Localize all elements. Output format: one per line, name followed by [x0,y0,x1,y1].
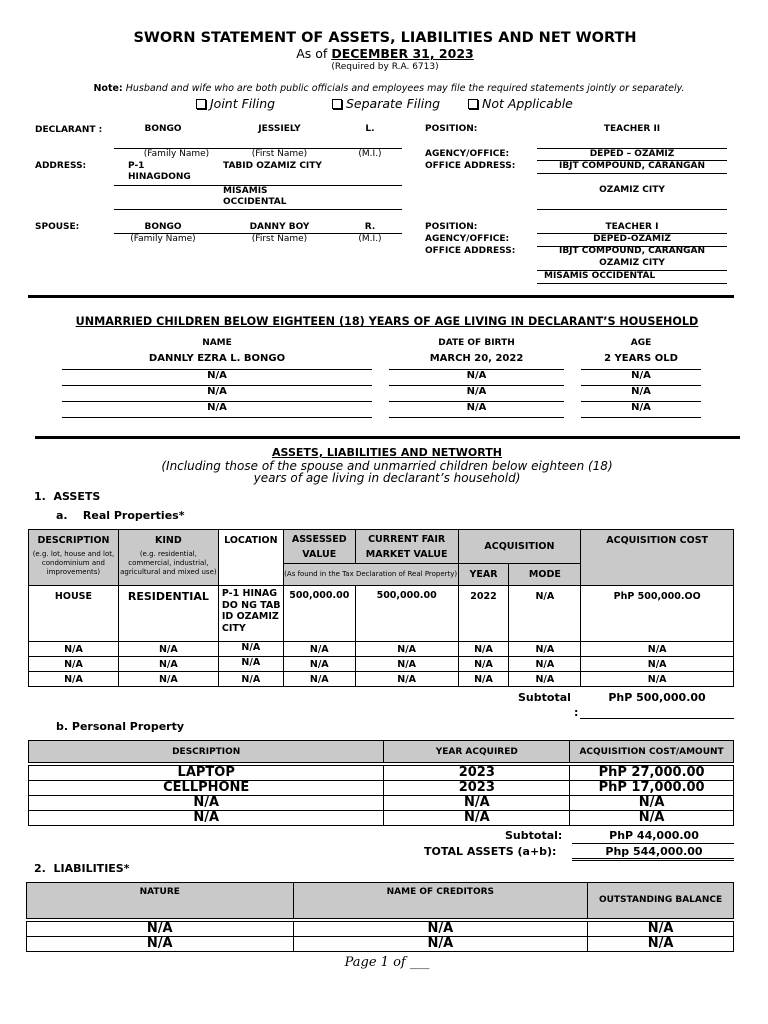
cell: N/A [581,657,734,672]
spouse-mi-caption: (M.I.) [358,234,382,244]
cell: N/A [29,657,119,672]
creditors-header: NAME OF CREDITORS [293,883,588,919]
spouse-office-3: MISAMIS OCCIDENTAL [544,271,656,281]
aln-subtitle-2: years of age living in declarant’s household) [253,471,521,485]
child-name: N/A [207,402,227,413]
address-line-5: OCCIDENTAL [223,197,287,207]
liabilities-heading: 2. LIABILITIES* [34,862,130,875]
cell: N/A [218,672,283,687]
cell: N/A [29,811,384,826]
agency-label: AGENCY/OFFICE: [425,149,510,159]
cell: N/A [509,642,581,657]
separate-filing-label: Separate Filing [346,96,441,111]
nature-header: NATURE [27,883,294,919]
location-header: LOCATION [218,530,283,586]
declarant-first-caption: (First Name) [251,149,308,159]
cell: N/A [293,922,588,937]
desc-header: DESCRIPTION (e.g. lot, house and lot, condominium and improvements) [29,530,119,586]
page-footer: Page 1 of ___ [344,955,430,970]
children-age-header: AGE [630,338,652,348]
spouse-position-label: POSITION: [425,222,478,232]
declarant-label: DECLARANT : [35,125,103,135]
declarant-first-name: JESSIELY [258,124,301,134]
kind-header-sub: (e.g. residential, commercial, industrial, agricultural and mixed use) [120,550,217,576]
spouse-mi: R. [364,222,376,232]
cell: 500,000.00 [283,586,355,642]
child-name: DANNLY EZRA L. BONGO [148,353,286,364]
children-name-header: NAME [202,338,232,348]
note [0,83,768,94]
address-line-2: HINAGDONG [128,172,191,182]
pp-year-header: YEAR ACQUIRED [384,741,570,763]
liabilities-table [26,882,734,952]
section-divider [35,436,740,439]
cell: N/A [283,672,355,687]
cell: LAPTOP [29,766,384,781]
checkbox-icon[interactable] [468,99,478,109]
cell: N/A [118,672,218,687]
declarant-family-caption: (Family Name) [143,149,210,159]
children-title: UNMARRIED CHILDREN BELOW EIGHTEEN (18) YEARS OF AGE LIVING IN DECLARANT’S HOUSEHOLD [75,315,699,328]
total-assets-label: TOTAL ASSETS (a+b): [424,845,557,858]
children-dob-header: DATE OF BIRTH [438,338,515,348]
cell: 2022 [458,586,509,642]
cell: PhP 27,000.00 [570,766,734,781]
declarant-position: TEACHER II [603,124,661,134]
cell: HOUSE [29,586,119,642]
declarant-mi-caption: (M.I.) [358,149,382,159]
address-line-3: TABID OZAMIZ CITY [223,161,322,171]
cell: 500,000.00 [355,586,458,642]
required-law: (Required by R.A. 6713) [331,62,439,72]
checkbox-icon[interactable] [332,99,342,109]
cell: N/A [355,657,458,672]
assets-heading: 1. ASSETS [34,490,101,503]
spouse-agency: DEPED-OZAMIZ [593,234,671,244]
separate-filing-option[interactable] [332,96,440,111]
cell: N/A [27,922,294,937]
acquisition-header: ACQUISITION [458,530,581,564]
spouse-position: TEACHER I [605,222,659,232]
table-row [29,642,734,657]
child-dob: MARCH 20, 2022 [429,353,524,364]
cell: PhP 17,000.00 [570,781,734,796]
cell: RESIDENTIAL [118,586,218,642]
spouse-office-label: OFFICE ADDRESS: [425,246,516,256]
cell: N/A [283,657,355,672]
checkbox-icon[interactable] [196,99,206,109]
cell: N/A [509,672,581,687]
child-age: N/A [631,402,651,413]
table-row [27,922,734,937]
pp-subtotal-value: PhP 44,000.00 [609,829,699,842]
real-subtotal-label: Subtotal [518,691,571,704]
note-text: Husband and wife who are both public officials and employees may file the required statements jointly or separately. [125,83,685,94]
cell: N/A [458,642,509,657]
balance-header: OUTSTANDING BALANCE [588,883,734,919]
cell: N/A [458,657,509,672]
pp-cost-header: ACQUISITION COST/AMOUNT [570,741,734,763]
address-line-1: P-1 [128,161,145,171]
table-row [27,937,734,952]
year-header: YEAR [458,564,509,586]
declarant-family-name: BONGO [144,124,182,134]
real-subtotal-colon: : [574,706,579,719]
office-address-label: OFFICE ADDRESS: [425,161,516,171]
declarant-office-1: IBJT COMPOUND, CARANGAN [558,161,706,171]
cell: N/A [29,642,119,657]
cell: N/A [218,657,283,672]
child-dob: N/A [466,402,487,413]
cell: N/A [581,642,734,657]
child-age: N/A [631,370,651,381]
table-row [29,586,734,642]
child-dob: N/A [466,370,487,381]
spouse-first-name: DANNY BOY [249,222,310,232]
real-subtotal-value: PhP 500,000.00 [608,691,706,704]
as-of-date: DECEMBER 31, 2023 [331,46,474,61]
cell: N/A [118,642,218,657]
table-row [29,811,734,826]
spouse-office-1: IBJT COMPOUND, CARANGAN [558,246,706,256]
mode-header: MODE [509,564,581,586]
personal-property-table [28,740,734,826]
child-dob: N/A [466,386,487,397]
address-label: ADDRESS: [35,161,87,171]
spouse-office-2: OZAMIZ CITY [599,258,665,268]
total-assets-value: Php 544,000.00 [605,845,703,858]
cell: CELLPHONE [29,781,384,796]
aln-title: ASSETS, LIABILITIES AND NETWORTH [272,446,502,459]
cell: N/A [588,937,734,952]
cell: N/A [384,811,570,826]
pp-subtotal-label: Subtotal: [505,829,563,842]
table-row [29,781,734,796]
spouse-family-name: BONGO [144,222,182,232]
assessed-header: ASSESSED VALUE [283,530,355,564]
personal-property-heading: b. Personal Property [56,720,185,733]
child-name: N/A [207,370,227,381]
section-divider [28,295,734,298]
not-applicable-label: Not Applicable [482,96,573,111]
cell: N/A [384,796,570,811]
address-line-4: MISAMIS [223,186,268,196]
joint-filing-option[interactable] [196,96,275,111]
desc-header-sub: (e.g. lot, house and lot, condominium and improvements) [32,550,115,576]
joint-filing-label: Joint Filing [210,96,276,111]
as-of-line [0,46,768,61]
cell: PhP 500,000.OO [581,586,734,642]
table-row [29,672,734,687]
cell: N/A [218,642,283,657]
table-row [29,657,734,672]
table-row [29,766,734,781]
child-age: N/A [631,386,651,397]
table-row [29,796,734,811]
kind-header: KIND (e.g. residential, commercial, industrial, agricultural and mixed use) [118,530,218,586]
real-properties-table [28,529,734,687]
cell: 2023 [384,766,570,781]
child-name: N/A [207,386,227,397]
cell: 2023 [384,781,570,796]
spouse-first-caption: (First Name) [251,234,308,244]
child-age: 2 YEARS OLD [604,353,678,364]
cell: N/A [355,642,458,657]
real-properties-heading: a. Real Properties* [56,509,185,522]
cell: N/A [355,672,458,687]
as-of-label: As of [296,46,328,61]
cell: N/A [293,937,588,952]
acq-cost-header: ACQUISITION COST [581,530,734,586]
declarant-office-2: OZAMIZ CITY [599,185,665,195]
cell: N/A [458,672,509,687]
pp-desc-header: DESCRIPTION [29,741,384,763]
cell: N/A [570,811,734,826]
document-title: SWORN STATEMENT OF ASSETS, LIABILITIES AND NET WORTH [133,30,637,46]
not-applicable-option[interactable] [468,96,573,111]
note-label: Note: [93,83,123,94]
cell: N/A [509,657,581,672]
cell: N/A [27,937,294,952]
cell: N/A [29,672,119,687]
cell: N/A [29,796,384,811]
declarant-mi: L. [365,124,375,134]
spouse-agency-label: AGENCY/OFFICE: [425,234,510,244]
tax-declaration-note: (As found in the Tax Declaration of Real Property) [283,564,458,586]
aln-subtitle-1: (Including those of the spouse and unmarried children below eighteen (18) [161,459,613,473]
cell: P-1 HINAGDO NG TABID OZAMIZ CITY [218,586,283,642]
cell: N/A [509,586,581,642]
cell: N/A [283,642,355,657]
spouse-family-caption: (Family Name) [130,234,196,244]
cell: N/A [581,672,734,687]
spouse-label: SPOUSE: [35,222,80,232]
cell: N/A [588,922,734,937]
cell: N/A [570,796,734,811]
declarant-agency: DEPED – OZAMIZ [589,149,675,159]
fair-value-header: CURRENT FAIR MARKET VALUE [355,530,458,564]
cell: N/A [118,657,218,672]
position-label: POSITION: [425,124,478,134]
